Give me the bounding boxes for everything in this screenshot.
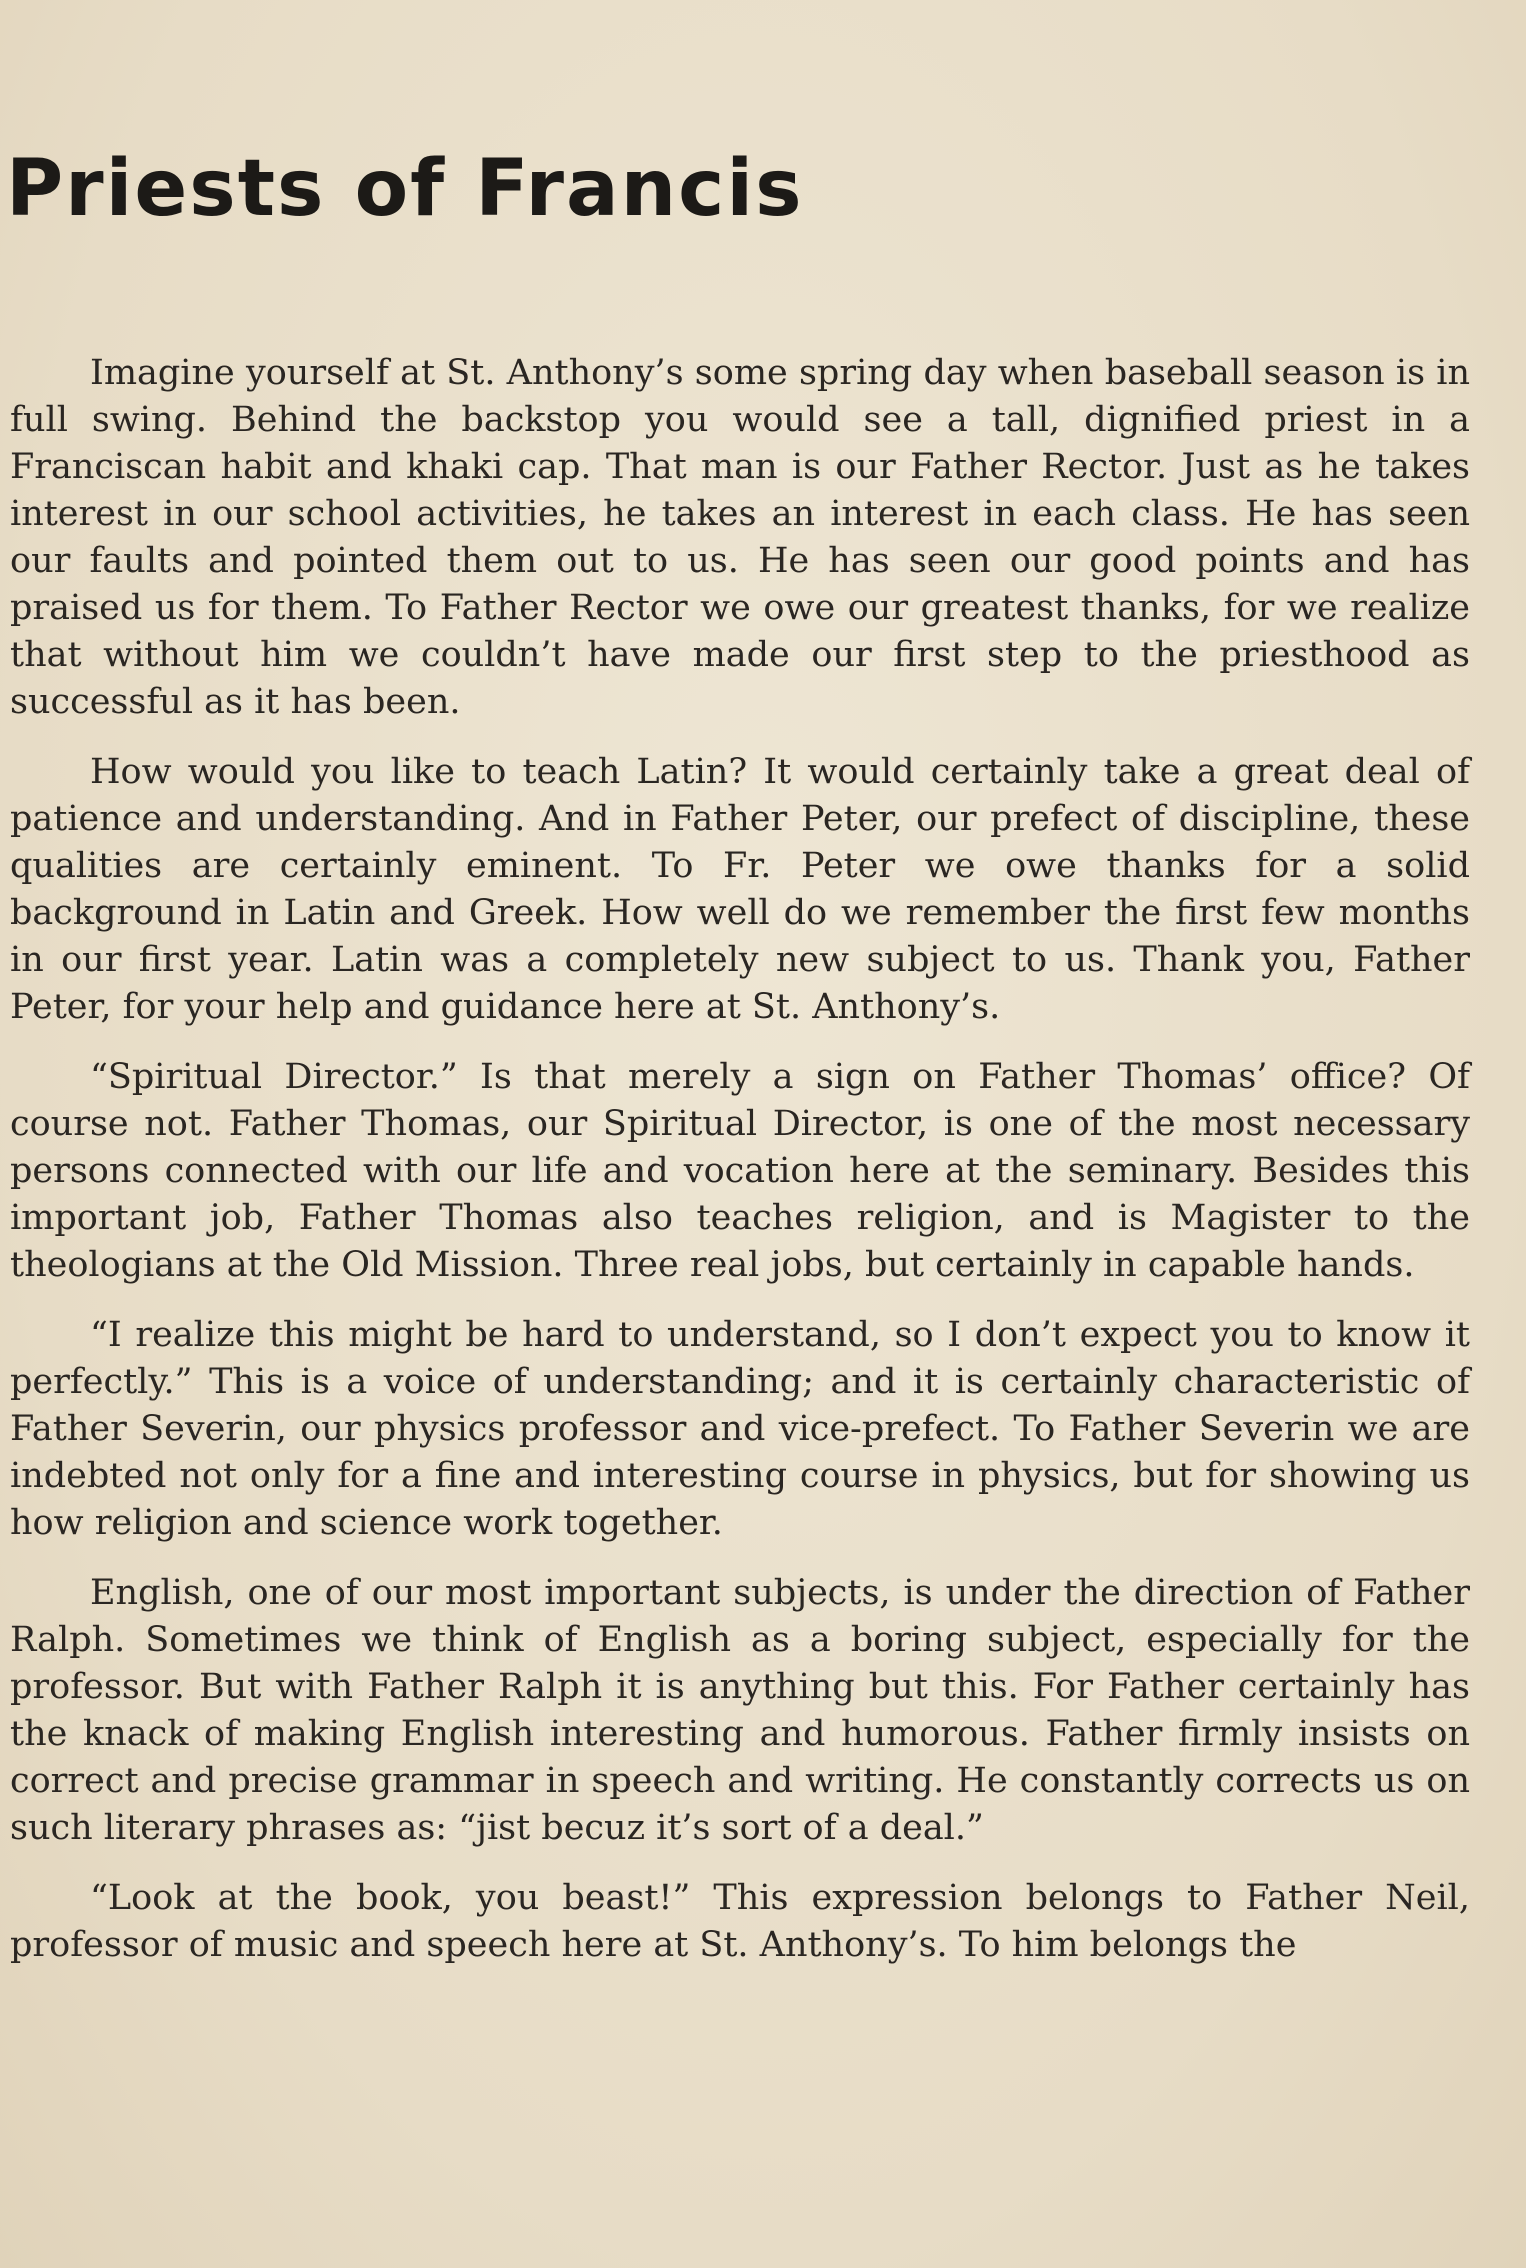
page-title: Priests of Francis bbox=[6, 144, 804, 234]
paragraph-father-rector: Imagine yourself at St. Anthony’s some spring day when baseball season is in full swing. Behind the backstop you would see a tall, dignified priest in a Franciscan habit and khaki cap. That man is our Father Rector. Just as he takes interest in our school activities, he takes an interest in each class. He has seen our faults and pointed them out to us. He has seen our good points and has praised us for them. To Father Rector we owe our greatest thanks, for we realize that without him we couldn’t have made our first step to the priesthood as successful as it has been. bbox=[10, 353, 1470, 722]
paragraph-father-neil: “Look at the book, you beast!” This expression belongs to Father Neil, professor of music and speech here at St. Anthony’s. To him belongs the bbox=[10, 1878, 1470, 1965]
paragraph-father-thomas: “Spiritual Director.” Is that merely a sign on Father Thomas’ office? Of course not. Father Thomas, our Spiritual Director, is one of the most necessary persons connected with our life and vocation here at the seminary. Besides this important job, Father Thomas also teaches religion, and is Magister to the theologians at the Old Mission. Three real jobs, but certainly in capable hands. bbox=[10, 1057, 1470, 1285]
paragraph-father-ralph: English, one of our most important subjects, is under the direction of Father Ralph. Sometimes we think of English as a boring subject, especially for the professor. But with Father Ralph it is anything but this. For Father certainly has the knack of making English interesting and humorous. Father firmly insists on correct and precise grammar in speech and writing. He constantly corrects us on such literary phrases as: “jist becuz it’s sort of a deal.” bbox=[10, 1573, 1470, 1848]
paragraph-father-severin: “I realize this might be hard to understand, so I don’t expect you to know it perfectly.” This is a voice of understanding; and it is certainly characteristic of Father Severin, our physics professor and vice-prefect. To Father Severin we are indebted not only for a fine and interesting course in physics, but for showing us how religion and science work together. bbox=[10, 1315, 1470, 1543]
paragraph-father-peter: How would you like to teach Latin? It would certainly take a great deal of patience and understanding. And in Father Peter, our prefect of discipline, these qualities are certainly eminent. To Fr. Peter we owe thanks for a solid background in Latin and Greek. How well do we remember the first few months in our first year. Latin was a completely new subject to us. Thank you, Father Peter, for your help and guidance here at St. Anthony’s. bbox=[10, 752, 1470, 1027]
article-body bbox=[10, 350, 1470, 1992]
